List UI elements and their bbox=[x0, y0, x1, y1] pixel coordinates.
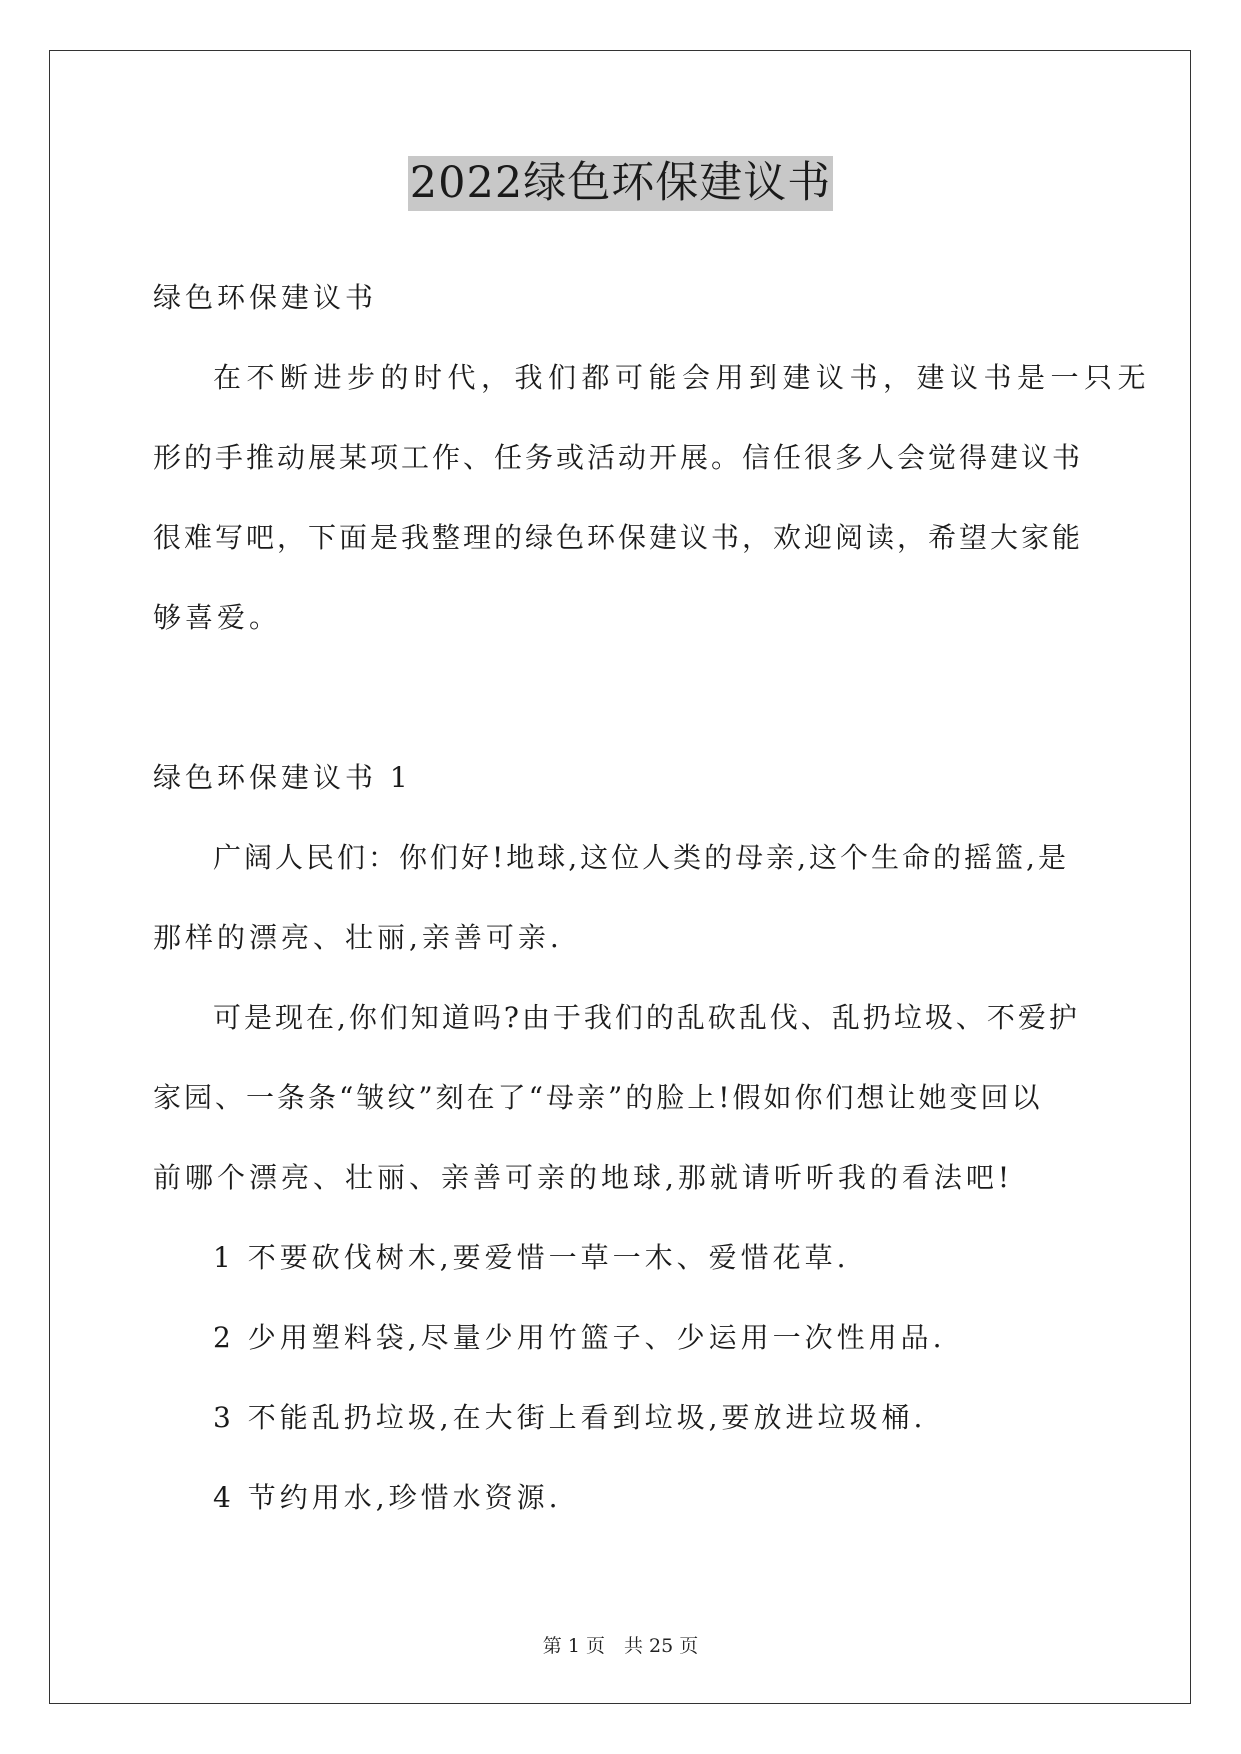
list-item: 3 不能乱扔垃圾,在大街上看到垃圾,要放进垃圾桶. bbox=[213, 1401, 927, 1434]
paragraph-line: 家园、一条条“皱纹”刻在了“母亲”的脸上!假如你们想让她变回以 bbox=[153, 1081, 1043, 1114]
blank-line bbox=[153, 658, 1088, 738]
list-item: 2 少用塑料袋,尽量少用竹篮子、少运用一次性用品. bbox=[213, 1321, 946, 1354]
list-item: 4 节约用水,珍惜水资源. bbox=[213, 1481, 562, 1514]
paragraph-line: 广阔人民们：你们好!地球,这位人类的母亲,这个生命的摇篮,是 bbox=[213, 841, 1069, 874]
document-body bbox=[153, 258, 1152, 1538]
paragraph-line: 形的手推动展某项工作、任务或活动开展。信任很多人会觉得建议书 bbox=[153, 441, 1084, 474]
paragraph-line: 前哪个漂亮、壮丽、亲善可亲的地球,那就请听听我的看法吧! bbox=[153, 1161, 1014, 1194]
paragraph-line: 可是现在,你们知道吗?由于我们的乱砍乱伐、乱扔垃圾、不爱护 bbox=[213, 1001, 1080, 1034]
paragraph-line: 很难写吧，下面是我整理的绿色环保建议书，欢迎阅读，希望大家能 bbox=[153, 521, 1084, 554]
paragraph-line: 在不断进步的时代，我们都可能会用到建议书，建议书是一只无 bbox=[213, 361, 1152, 394]
section-heading: 绿色环保建议书 bbox=[153, 281, 378, 314]
page-number-footer: 第 1 页 共 25 页 bbox=[542, 1635, 699, 1657]
paragraph-line: 够喜爱。 bbox=[153, 601, 282, 634]
document-title-text: 2022绿色环保建议书 bbox=[408, 156, 833, 211]
paragraph-line: 那样的漂亮、壮丽,亲善可亲. bbox=[153, 921, 563, 954]
section-heading: 绿色环保建议书 1 bbox=[153, 761, 412, 794]
document-title bbox=[0, 156, 1241, 211]
list-item: 1 不要砍伐树木,要爱惜一草一木、爱惜花草. bbox=[213, 1241, 850, 1274]
